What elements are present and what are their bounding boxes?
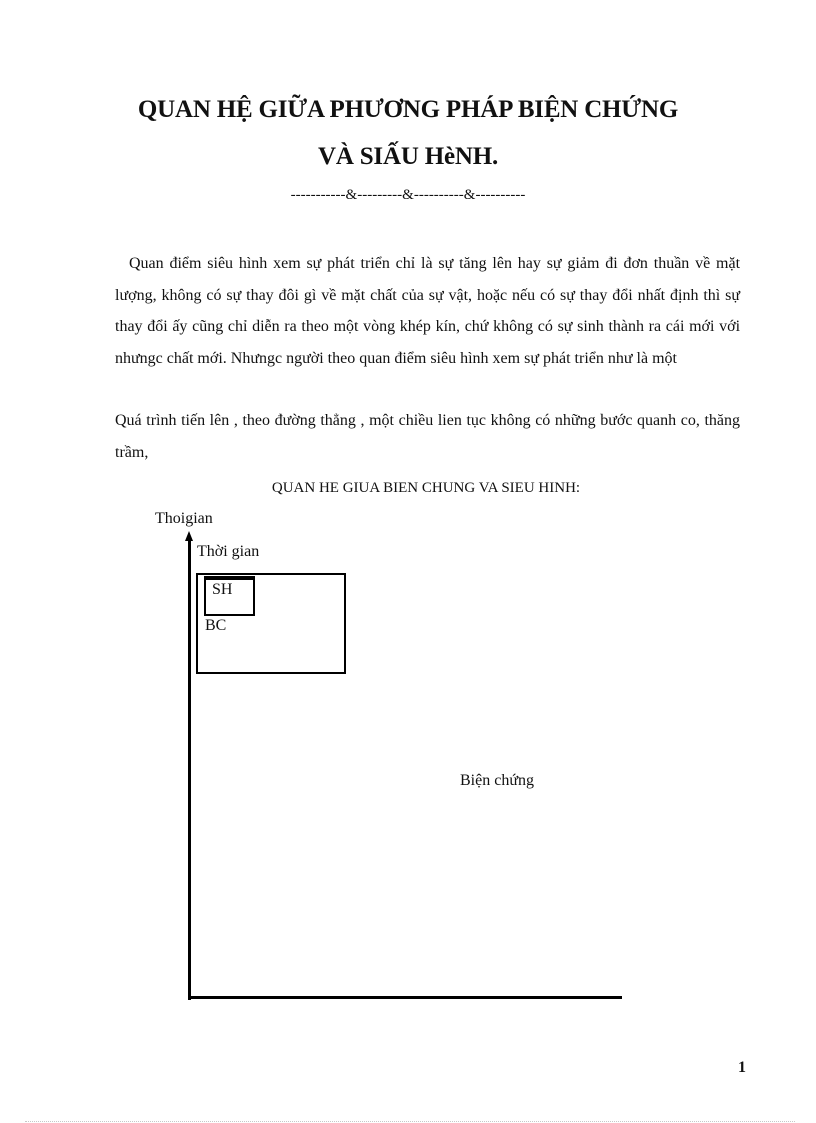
paragraph-metaphysics-view xyxy=(115,248,740,374)
paragraph-line: thuần về mặt lượng, không có sự thay đôi gì về mặt chất của sự vật, hoặc nếu có xyxy=(115,255,741,304)
axis-label-time: Thời gian xyxy=(197,543,260,560)
vertical-axis xyxy=(188,540,191,1000)
paragraph-line: chứ không có sự sinh thành ra cái mới với nhưngc chất mới. Nhưngc người theo xyxy=(115,318,741,367)
page-bottom-edge xyxy=(25,1121,795,1122)
paragraph-line: quan điểm siêu hình xem sự phát triển như là một xyxy=(359,349,677,367)
paragraph-line: Quan điểm siêu hình xem sự phát triển chỉ là sự tăng lên hay sự giảm đi đơn xyxy=(129,255,648,272)
title-separator: -----------&---------&----------&---------- xyxy=(290,187,526,203)
diagram-title: QUAN HE GIUA BIEN CHUNG VA SIEU HINH: xyxy=(271,480,581,496)
document-title-line-2: VÀ SIẤU HèNH. xyxy=(317,143,499,170)
dialectics-region-label: Biện chứng xyxy=(460,772,534,789)
dialectics-box-label: BC xyxy=(205,617,227,634)
paragraph-line: Quá trình tiến lên , theo đường thẳng , một chiều lien tục không có những bước xyxy=(115,412,633,429)
paragraph-linear-process xyxy=(115,405,740,468)
paragraph-line: sự thay đổi nhất định thì sự thay đổi ấy cũng chỉ diễn ra theo một vòng khép kín, xyxy=(115,286,741,335)
outer-axis-label: Thoigian xyxy=(155,510,213,527)
horizontal-axis xyxy=(188,996,622,999)
metaphysics-box-label: SH xyxy=(212,581,233,598)
paragraph-line: quanh co, thăng trầm, xyxy=(115,412,741,461)
document-title-line-1: QUAN HỆ GIỮA PHƯƠNG PHÁP BIỆN CHỨNG xyxy=(137,96,679,123)
page-number: 1 xyxy=(738,1059,746,1076)
